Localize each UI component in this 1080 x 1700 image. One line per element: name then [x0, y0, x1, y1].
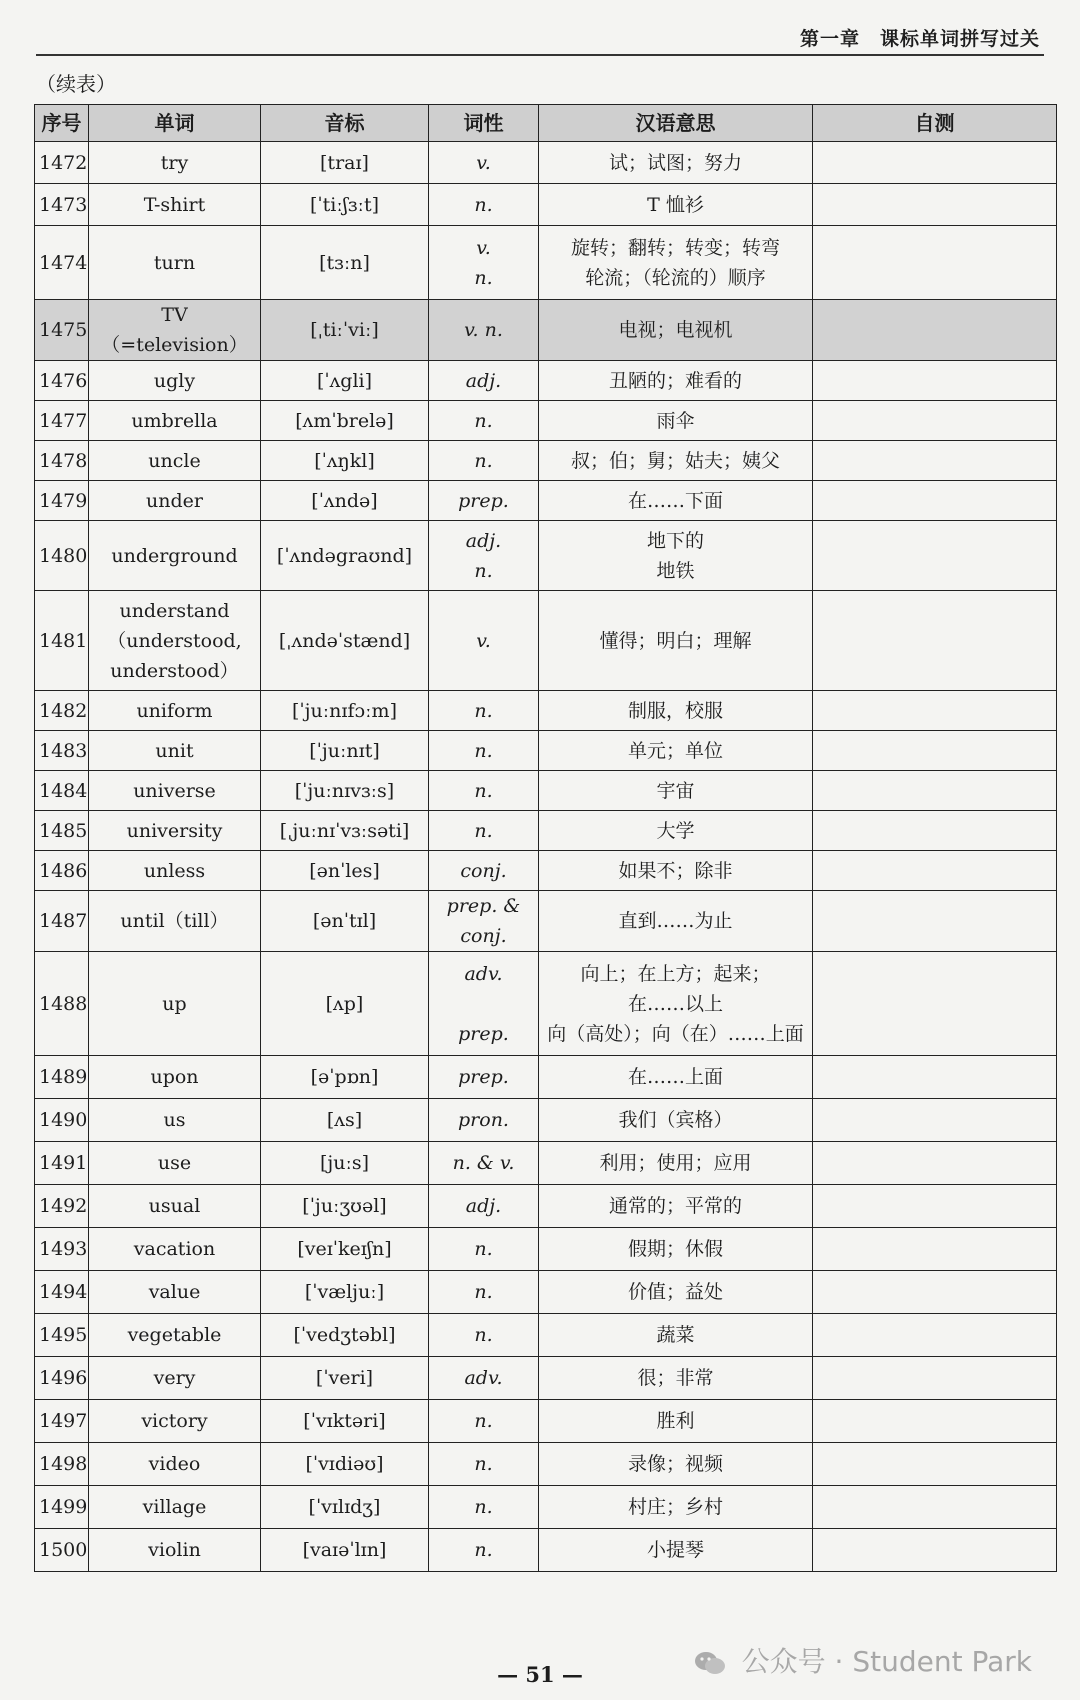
header-word: 单词 [89, 105, 261, 142]
cell-self-test [813, 1056, 1057, 1099]
cell-phonetic: [ənˈles] [261, 851, 429, 891]
cell-self-test [813, 521, 1057, 591]
cell-number: 1480 [35, 521, 89, 591]
vocabulary-table [34, 104, 1057, 1572]
cell-self-test [813, 851, 1057, 891]
cell-chinese-meaning: 假期；休假 [539, 1228, 813, 1271]
cell-phonetic: [tɜːn] [261, 226, 429, 300]
cell-number: 1491 [35, 1142, 89, 1185]
cell-number: 1497 [35, 1400, 89, 1443]
watermark [693, 1640, 1032, 1680]
cell-number: 1483 [35, 731, 89, 771]
table-body [35, 142, 1057, 1572]
cell-number: 1479 [35, 481, 89, 521]
cell-phonetic: [ˈvedʒtəbl] [261, 1314, 429, 1357]
cell-self-test [813, 1443, 1057, 1486]
cell-self-test [813, 1400, 1057, 1443]
cell-self-test [813, 142, 1057, 184]
cell-chinese-meaning: 胜利 [539, 1400, 813, 1443]
cell-phonetic: [ˈʌŋkl] [261, 441, 429, 481]
cell-part-of-speech: n. [429, 184, 539, 226]
cell-chinese-meaning: 雨伞 [539, 401, 813, 441]
cell-number: 1496 [35, 1357, 89, 1400]
cell-word: value [89, 1271, 261, 1314]
cell-part-of-speech: conj. [429, 851, 539, 891]
cell-number: 1472 [35, 142, 89, 184]
cell-word: village [89, 1486, 261, 1529]
cell-phonetic: [ˈʌndə] [261, 481, 429, 521]
cell-chinese-meaning: 向上；在上方；起来； 在……以上 向（高处）；向（在）……上面 [539, 952, 813, 1056]
cell-word: universe [89, 771, 261, 811]
cell-chinese-meaning: 大学 [539, 811, 813, 851]
cell-word: university [89, 811, 261, 851]
cell-phonetic: [veɪˈkeɪʃn] [261, 1228, 429, 1271]
cell-self-test [813, 691, 1057, 731]
cell-chinese-meaning: 丑陋的；难看的 [539, 361, 813, 401]
table-row [35, 1099, 1057, 1142]
cell-part-of-speech: v. n. [429, 300, 539, 361]
cell-chinese-meaning: 价值；益处 [539, 1271, 813, 1314]
cell-part-of-speech: adj. [429, 1185, 539, 1228]
cell-phonetic: [ʌmˈbrelə] [261, 401, 429, 441]
cell-chinese-meaning: 直到……为止 [539, 891, 813, 952]
table-row [35, 401, 1057, 441]
cell-phonetic: [ˈjuːnɪt] [261, 731, 429, 771]
cell-self-test [813, 1228, 1057, 1271]
table-row [35, 952, 1057, 1056]
table-header-row [35, 105, 1057, 142]
cell-phonetic: [ˌjuːnɪˈvɜːsəti] [261, 811, 429, 851]
table-row [35, 1056, 1057, 1099]
table-row [35, 1529, 1057, 1572]
cell-part-of-speech: n. [429, 691, 539, 731]
cell-number: 1474 [35, 226, 89, 300]
cell-number: 1482 [35, 691, 89, 731]
cell-word: very [89, 1357, 261, 1400]
cell-part-of-speech: v. n. [429, 226, 539, 300]
cell-part-of-speech: n. [429, 1486, 539, 1529]
cell-phonetic: [ˈjuːnɪfɔːm] [261, 691, 429, 731]
cell-phonetic: [ˈjuːnɪvɜːs] [261, 771, 429, 811]
cell-self-test [813, 591, 1057, 691]
cell-number: 1475 [35, 300, 89, 361]
cell-phonetic: [ˈvæljuː] [261, 1271, 429, 1314]
cell-number: 1481 [35, 591, 89, 691]
continued-label: （续表） [36, 72, 116, 96]
cell-word: violin [89, 1529, 261, 1572]
cell-chinese-meaning: 小提琴 [539, 1529, 813, 1572]
table-row [35, 441, 1057, 481]
cell-phonetic: [əˈpɒn] [261, 1056, 429, 1099]
page-number: — 51 — [497, 1662, 583, 1687]
header-number: 序号 [35, 105, 89, 142]
table-row [35, 591, 1057, 691]
cell-number: 1494 [35, 1271, 89, 1314]
cell-number: 1489 [35, 1056, 89, 1099]
cell-phonetic: [vaɪəˈlɪn] [261, 1529, 429, 1572]
cell-self-test [813, 811, 1057, 851]
cell-word: unit [89, 731, 261, 771]
cell-word: unless [89, 851, 261, 891]
table-row [35, 481, 1057, 521]
table-row [35, 1486, 1057, 1529]
cell-part-of-speech: n. [429, 1271, 539, 1314]
table-row [35, 731, 1057, 771]
table-row [35, 142, 1057, 184]
cell-part-of-speech: adj. [429, 361, 539, 401]
cell-chinese-meaning: 旋转；翻转；转变；转弯 轮流；（轮流的）顺序 [539, 226, 813, 300]
cell-phonetic: [ʌp] [261, 952, 429, 1056]
cell-word: umbrella [89, 401, 261, 441]
cell-word: turn [89, 226, 261, 300]
table-row [35, 1271, 1057, 1314]
cell-self-test [813, 300, 1057, 361]
cell-self-test [813, 401, 1057, 441]
cell-phonetic: [ˌʌndəˈstænd] [261, 591, 429, 691]
watermark-text: 公众号 · Student Park [741, 1645, 1032, 1678]
table-row [35, 1443, 1057, 1486]
cell-part-of-speech: prep. [429, 481, 539, 521]
table-row [35, 691, 1057, 731]
cell-phonetic: [ʌs] [261, 1099, 429, 1142]
cell-chinese-meaning: 宇宙 [539, 771, 813, 811]
cell-part-of-speech: n. [429, 771, 539, 811]
cell-word: usual [89, 1185, 261, 1228]
cell-chinese-meaning: 地下的 地铁 [539, 521, 813, 591]
cell-phonetic: [ˈtiːʃɜːt] [261, 184, 429, 226]
cell-word: T-shirt [89, 184, 261, 226]
cell-self-test [813, 731, 1057, 771]
table-row [35, 184, 1057, 226]
cell-number: 1487 [35, 891, 89, 952]
table-row [35, 1400, 1057, 1443]
table-row [35, 300, 1057, 361]
table-row [35, 1228, 1057, 1271]
cell-chinese-meaning: 电视；电视机 [539, 300, 813, 361]
cell-phonetic: [ˈvɪdiəʊ] [261, 1443, 429, 1486]
cell-self-test [813, 1529, 1057, 1572]
cell-number: 1499 [35, 1486, 89, 1529]
cell-self-test [813, 952, 1057, 1056]
table-row [35, 771, 1057, 811]
cell-chinese-meaning: 制服，校服 [539, 691, 813, 731]
cell-number: 1484 [35, 771, 89, 811]
cell-chinese-meaning: 利用；使用；应用 [539, 1142, 813, 1185]
cell-number: 1476 [35, 361, 89, 401]
cell-part-of-speech: adv. [429, 1357, 539, 1400]
cell-number: 1493 [35, 1228, 89, 1271]
cell-self-test [813, 361, 1057, 401]
cell-chinese-meaning: 单元；单位 [539, 731, 813, 771]
cell-word: understand （understood, understood） [89, 591, 261, 691]
cell-word: upon [89, 1056, 261, 1099]
cell-self-test [813, 1314, 1057, 1357]
table-row [35, 361, 1057, 401]
cell-part-of-speech: n. [429, 1314, 539, 1357]
cell-word: try [89, 142, 261, 184]
wechat-icon [693, 1650, 727, 1676]
cell-chinese-meaning: 在……上面 [539, 1056, 813, 1099]
cell-chinese-meaning: 蔬菜 [539, 1314, 813, 1357]
cell-word: TV（=television） [89, 300, 261, 361]
cell-phonetic: [traɪ] [261, 142, 429, 184]
cell-self-test [813, 1185, 1057, 1228]
cell-part-of-speech: n. & v. [429, 1142, 539, 1185]
cell-self-test [813, 1142, 1057, 1185]
cell-self-test [813, 1486, 1057, 1529]
cell-word: use [89, 1142, 261, 1185]
cell-part-of-speech: prep. & conj. [429, 891, 539, 952]
cell-self-test [813, 1099, 1057, 1142]
cell-chinese-meaning: 懂得；明白；理解 [539, 591, 813, 691]
cell-number: 1500 [35, 1529, 89, 1572]
table-row [35, 1142, 1057, 1185]
cell-phonetic: [ˈvɪlɪdʒ] [261, 1486, 429, 1529]
table-row [35, 521, 1057, 591]
cell-number: 1495 [35, 1314, 89, 1357]
cell-number: 1485 [35, 811, 89, 851]
header-self-test: 自测 [813, 105, 1057, 142]
cell-self-test [813, 771, 1057, 811]
cell-phonetic: [ˈvɪktəri] [261, 1400, 429, 1443]
cell-self-test [813, 441, 1057, 481]
cell-word: vegetable [89, 1314, 261, 1357]
cell-chinese-meaning: 村庄；乡村 [539, 1486, 813, 1529]
cell-part-of-speech: n. [429, 1443, 539, 1486]
cell-part-of-speech: n. [429, 1400, 539, 1443]
cell-part-of-speech: adv. prep. [429, 952, 539, 1056]
chapter-title: 第一章 课标单词拼写过关 [799, 28, 1040, 50]
cell-word: until（till） [89, 891, 261, 952]
cell-phonetic: [ənˈtɪl] [261, 891, 429, 952]
cell-self-test [813, 184, 1057, 226]
cell-word: video [89, 1443, 261, 1486]
cell-chinese-meaning: 我们（宾格） [539, 1099, 813, 1142]
cell-part-of-speech: v. [429, 142, 539, 184]
table-row [35, 891, 1057, 952]
cell-chinese-meaning: 通常的；平常的 [539, 1185, 813, 1228]
table-row [35, 811, 1057, 851]
cell-number: 1490 [35, 1099, 89, 1142]
cell-part-of-speech: n. [429, 1228, 539, 1271]
cell-self-test [813, 1271, 1057, 1314]
header-phonetic: 音标 [261, 105, 429, 142]
cell-number: 1478 [35, 441, 89, 481]
cell-chinese-meaning: 在……下面 [539, 481, 813, 521]
cell-number: 1488 [35, 952, 89, 1056]
cell-part-of-speech: v. [429, 591, 539, 691]
cell-word: ugly [89, 361, 261, 401]
cell-word: us [89, 1099, 261, 1142]
cell-word: uniform [89, 691, 261, 731]
header-part-of-speech: 词性 [429, 105, 539, 142]
cell-number: 1498 [35, 1443, 89, 1486]
header-chinese-meaning: 汉语意思 [539, 105, 813, 142]
table-row [35, 1314, 1057, 1357]
cell-part-of-speech: prep. [429, 1056, 539, 1099]
cell-phonetic: [ˌtiːˈviː] [261, 300, 429, 361]
cell-number: 1473 [35, 184, 89, 226]
cell-part-of-speech: n. [429, 811, 539, 851]
cell-chinese-meaning: 如果不；除非 [539, 851, 813, 891]
cell-phonetic: [ˈʌgli] [261, 361, 429, 401]
cell-phonetic: [ˈʌndəgraʊnd] [261, 521, 429, 591]
table-row [35, 851, 1057, 891]
cell-part-of-speech: n. [429, 1529, 539, 1572]
cell-number: 1486 [35, 851, 89, 891]
table-row [35, 1357, 1057, 1400]
table-row [35, 1185, 1057, 1228]
cell-chinese-meaning: 很；非常 [539, 1357, 813, 1400]
cell-self-test [813, 226, 1057, 300]
page-header [36, 18, 1044, 56]
cell-self-test [813, 481, 1057, 521]
cell-word: under [89, 481, 261, 521]
cell-part-of-speech: n. [429, 401, 539, 441]
cell-chinese-meaning: 录像；视频 [539, 1443, 813, 1486]
cell-word: underground [89, 521, 261, 591]
cell-phonetic: [ˈjuːʒʊəl] [261, 1185, 429, 1228]
cell-word: up [89, 952, 261, 1056]
cell-self-test [813, 1357, 1057, 1400]
cell-phonetic: [ˈveri] [261, 1357, 429, 1400]
cell-word: vacation [89, 1228, 261, 1271]
cell-number: 1492 [35, 1185, 89, 1228]
cell-part-of-speech: adj. n. [429, 521, 539, 591]
cell-part-of-speech: n. [429, 731, 539, 771]
cell-part-of-speech: pron. [429, 1099, 539, 1142]
cell-number: 1477 [35, 401, 89, 441]
cell-word: victory [89, 1400, 261, 1443]
cell-self-test [813, 891, 1057, 952]
cell-chinese-meaning: T 恤衫 [539, 184, 813, 226]
cell-word: uncle [89, 441, 261, 481]
cell-chinese-meaning: 叔；伯；舅；姑夫；姨父 [539, 441, 813, 481]
cell-part-of-speech: n. [429, 441, 539, 481]
table-row [35, 226, 1057, 300]
cell-phonetic: [juːs] [261, 1142, 429, 1185]
cell-chinese-meaning: 试；试图；努力 [539, 142, 813, 184]
